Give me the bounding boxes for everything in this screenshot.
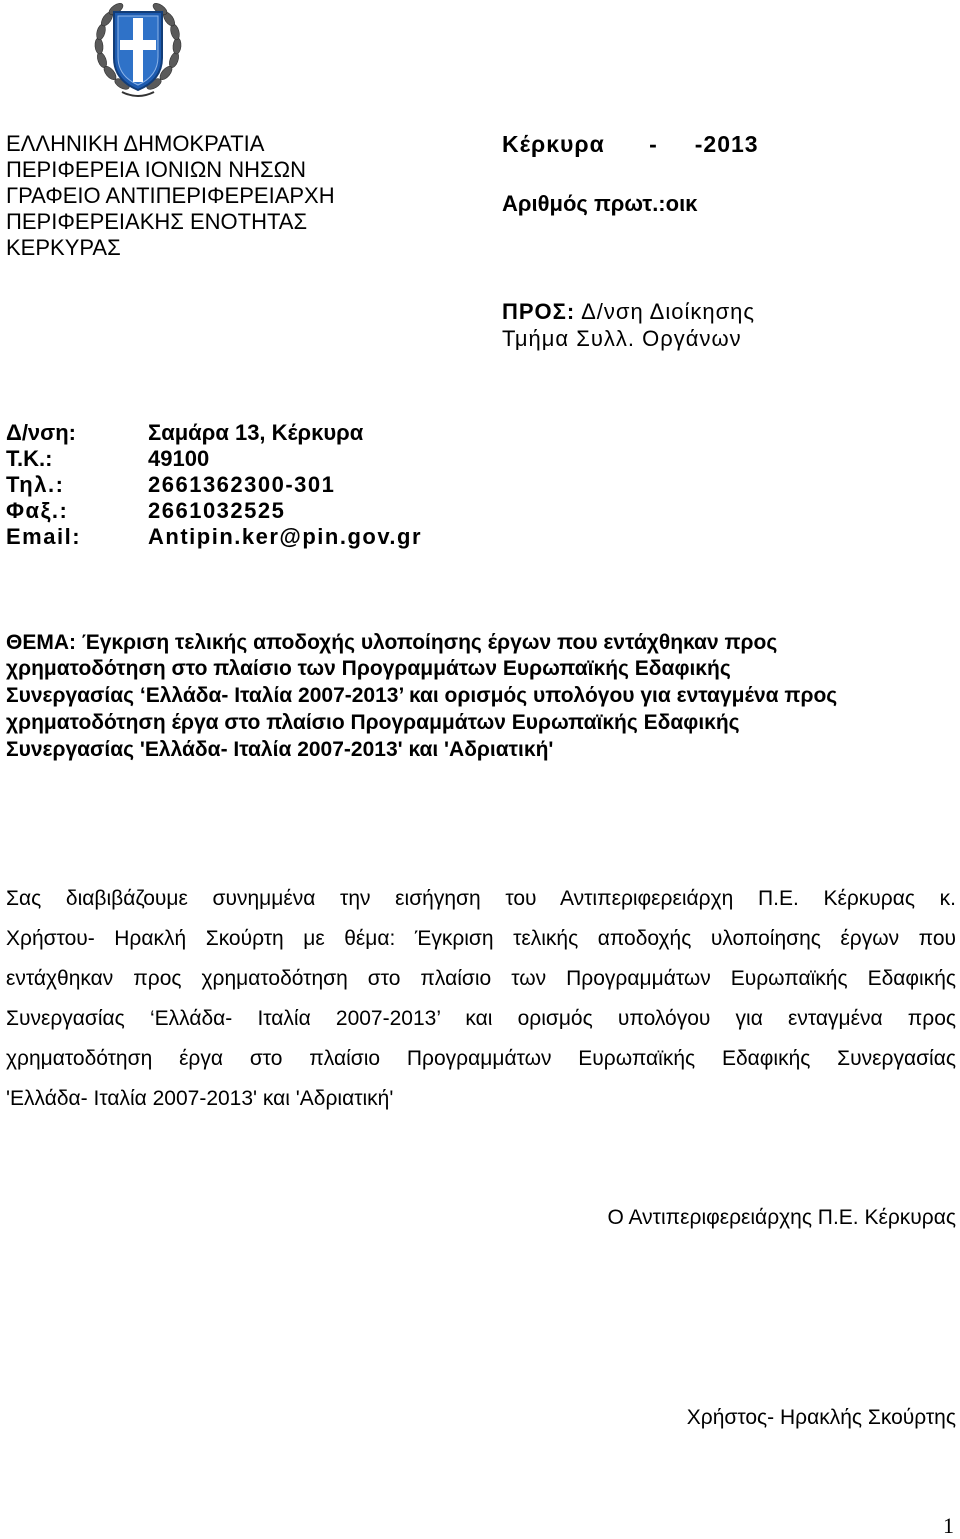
- fax-value: 2661032525: [148, 498, 286, 523]
- place-date: Κέρκυρα - -2013: [502, 131, 759, 157]
- header-line-country: ΕΛΛΗΝΙΚΗ ΔΗΜΟΚΡΑΤΙΑ: [6, 131, 265, 156]
- recipient-line-2: Τμήμα Συλλ. Οργάνων: [502, 326, 742, 351]
- body-line-1: Σας διαβιβάζουμε συνημμένα την εισήγηση του Αντιπεριφερειάρχη Π.Ε. Κέρκυρας κ.: [6, 887, 956, 910]
- page-number: 1: [943, 1513, 954, 1538]
- fax-label: Φαξ.:: [6, 498, 69, 523]
- phone-label: Τηλ.:: [6, 472, 65, 497]
- protocol-number: Αριθμός πρωτ.:οικ: [502, 191, 698, 216]
- phone-value: 2661362300-301: [148, 472, 336, 497]
- header-line-region: ΠΕΡΙΦΕΡΕΙΑ ΙΟΝΙΩΝ ΝΗΣΩΝ: [6, 157, 306, 182]
- greek-coat-of-arms-icon: [92, 0, 184, 100]
- cross-horizontal: [120, 40, 156, 50]
- recipient-line-1: [502, 299, 755, 325]
- body-line-4: Συνεργασίας ‘Ελλάδα- Ιταλία 2007-2013’ και ορισμός υπολόγου για ενταγμένα προς: [6, 1007, 956, 1030]
- body-line-3: εντάχθηκαν προς χρηματοδότηση στο πλαίσιο των Προγραμμάτων Ευρωπαϊκής Εδαφικής: [6, 967, 956, 990]
- signature-name: Χρήστος- Ηρακλής Σκούρτης: [686, 1406, 956, 1429]
- subject-line-1: ΘΕΜΑ: Έγκριση τελικής αποδοχής υλοποίησης έργων που εντάχθηκαν προς: [6, 631, 778, 654]
- header-line-unit: ΠΕΡΙΦΕΡΕΙΑΚΗΣ ΕΝΟΤΗΤΑΣ: [6, 209, 308, 234]
- email-value[interactable]: Antipin.ker@pin.gov.gr: [148, 524, 423, 549]
- recipient-label: ΠΡΟΣ:: [502, 299, 576, 324]
- email-label: Email:: [6, 524, 82, 549]
- subject-line-3: Συνεργασίας ‘Ελλάδα- Ιταλία 2007-2013’ και ορισμός υπολόγου για ενταγμένα προς: [6, 684, 838, 707]
- signature-title: Ο Αντιπεριφερειάρχης Π.Ε. Κέρκυρας: [607, 1206, 956, 1229]
- recipient-value: Δ/νση Διοίκησης: [575, 299, 755, 324]
- header-line-city: ΚΕΡΚΥΡΑΣ: [6, 235, 121, 260]
- subject-line-2: χρηματοδότηση στο πλαίσιο των Προγραμμάτων Ευρωπαϊκής Εδαφικής: [6, 657, 731, 680]
- address-value: Σαμάρα 13, Κέρκυρα: [148, 420, 364, 445]
- body-line-5: χρηματοδότηση έργα στο πλαίσιο Προγραμμάτων Ευρωπαϊκής Εδαφικής Συνεργασίας: [6, 1047, 956, 1070]
- postcode-value: 49100: [148, 446, 210, 471]
- body-line-6: 'Ελλάδα- Ιταλία 2007-2013' και 'Αδριατική': [6, 1087, 394, 1110]
- subject-line-5: Συνεργασίας 'Ελλάδα- Ιταλία 2007-2013' και 'Αδριατική': [6, 738, 554, 761]
- subject-line-4: χρηματοδότηση έργα στο πλαίσιο Προγραμμάτων Ευρωπαϊκής Εδαφικής: [6, 711, 740, 734]
- address-label: Δ/νση:: [6, 420, 76, 445]
- postcode-label: Τ.Κ.:: [6, 446, 53, 471]
- body-line-2: Χρήστου- Ηρακλή Σκούρτη με θέμα: Έγκριση τελικής αποδοχής υλοποίησης έργων που: [6, 927, 956, 950]
- header-line-office: ΓΡΑΦΕΙΟ ΑΝΤΙΠΕΡΙΦΕΡΕΙΑΡΧΗ: [6, 183, 335, 208]
